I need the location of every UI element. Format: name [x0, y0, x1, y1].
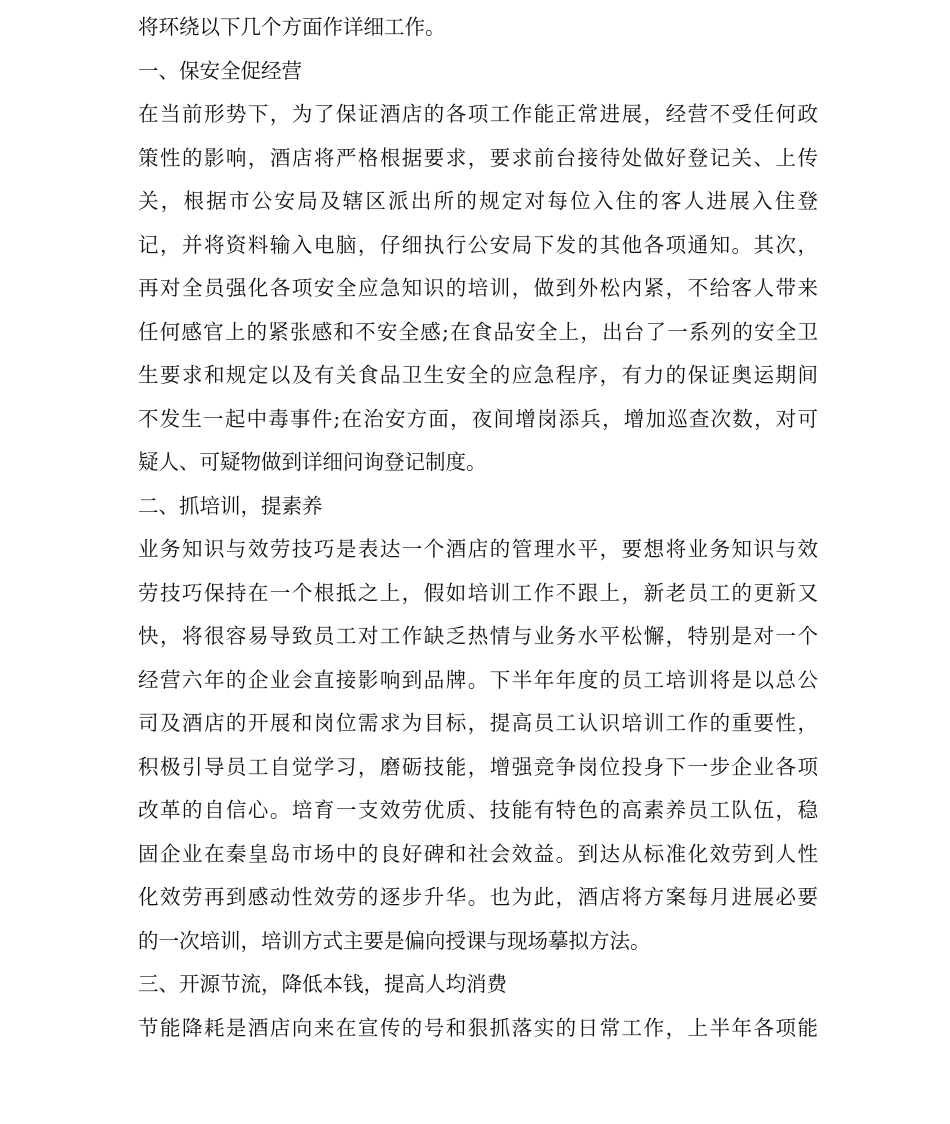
paragraph-line: 固企业在秦皇岛市场中的良好碑和社会效益。到达从标准化效劳到人性: [138, 841, 818, 866]
paragraph-line: 改革的自信心。培育一支效劳优质、技能有特色的高素养员工队伍，稳: [138, 798, 818, 822]
paragraph-line: 业务知识与效劳技巧是表达一个酒店的管理水平，要想将业务知识与效: [138, 537, 818, 561]
paragraph-line: 不发生一起中毒事件;在治安方面，夜间增岗添兵，增加巡查次数，对可: [138, 406, 818, 431]
paragraph-line: 劳技巧保持在一个根抵之上，假如培训工作不跟上，新老员工的更新又: [138, 580, 818, 605]
paragraph-line: 再对全员强化各项安全应急知识的培训，做到外松内紧，不给客人带来: [138, 276, 818, 300]
paragraph-line: 疑人、可疑物做到详细问询登记制度。: [138, 450, 487, 474]
document-page: [138, 6, 818, 1050]
paragraph-line: 节能降耗是酒店向来在宣传的号和狠抓落实的日常工作，上半年各项能: [138, 1015, 818, 1040]
paragraph-line: 记，并将资料输入电脑，仔细执行公安局下发的其他各项通知。其次，: [138, 232, 818, 257]
paragraph-line: 的一次培训，培训方式主要是偏向授课与现场摹拟方法。: [138, 928, 651, 953]
paragraph-line: 将环绕以下几个方面作详细工作。: [138, 15, 446, 39]
section-heading: 二、抓培训，提素养: [138, 493, 323, 518]
paragraph-line: 关，根据市公安局及辖区派出所的规定对每位入住的客人进展入住登: [138, 189, 818, 213]
paragraph-line: 生要求和规定以及有关食品卫生安全的应急程序，有力的保证奥运期间: [138, 363, 818, 387]
paragraph-line: 化效劳再到感动性效劳的逐步升华。也为此，酒店将方案每月进展必要: [138, 885, 818, 909]
paragraph-line: 经营六年的企业会直接影响到品牌。下半年年度的员工培训将是以总公: [138, 667, 818, 692]
paragraph-line: 积极引导员工自觉学习，磨砺技能，增强竞争岗位投身下一步企业各项: [138, 754, 818, 779]
paragraph-line: 任何感官上的紧张感和不安全感;在食品安全上，出台了一系列的安全卫: [138, 319, 818, 344]
paragraph-line: 在当前形势下，为了保证酒店的各项工作能正常进展，经营不受任何政: [138, 102, 818, 126]
paragraph-line: 策性的影响，酒店将严格根据要求，要求前台接待处做好登记关、上传: [138, 145, 818, 170]
section-heading: 一、保安全促经营: [138, 58, 302, 83]
paragraph-line: 快，将很容易导致员工对工作缺乏热情与业务水平松懈，特别是对一个: [138, 624, 818, 648]
section-heading: 三、开源节流，降低本钱，提高人均消费: [138, 972, 507, 996]
paragraph-line: 司及酒店的开展和岗位需求为目标，提高员工认识培训工作的重要性，: [138, 711, 818, 735]
